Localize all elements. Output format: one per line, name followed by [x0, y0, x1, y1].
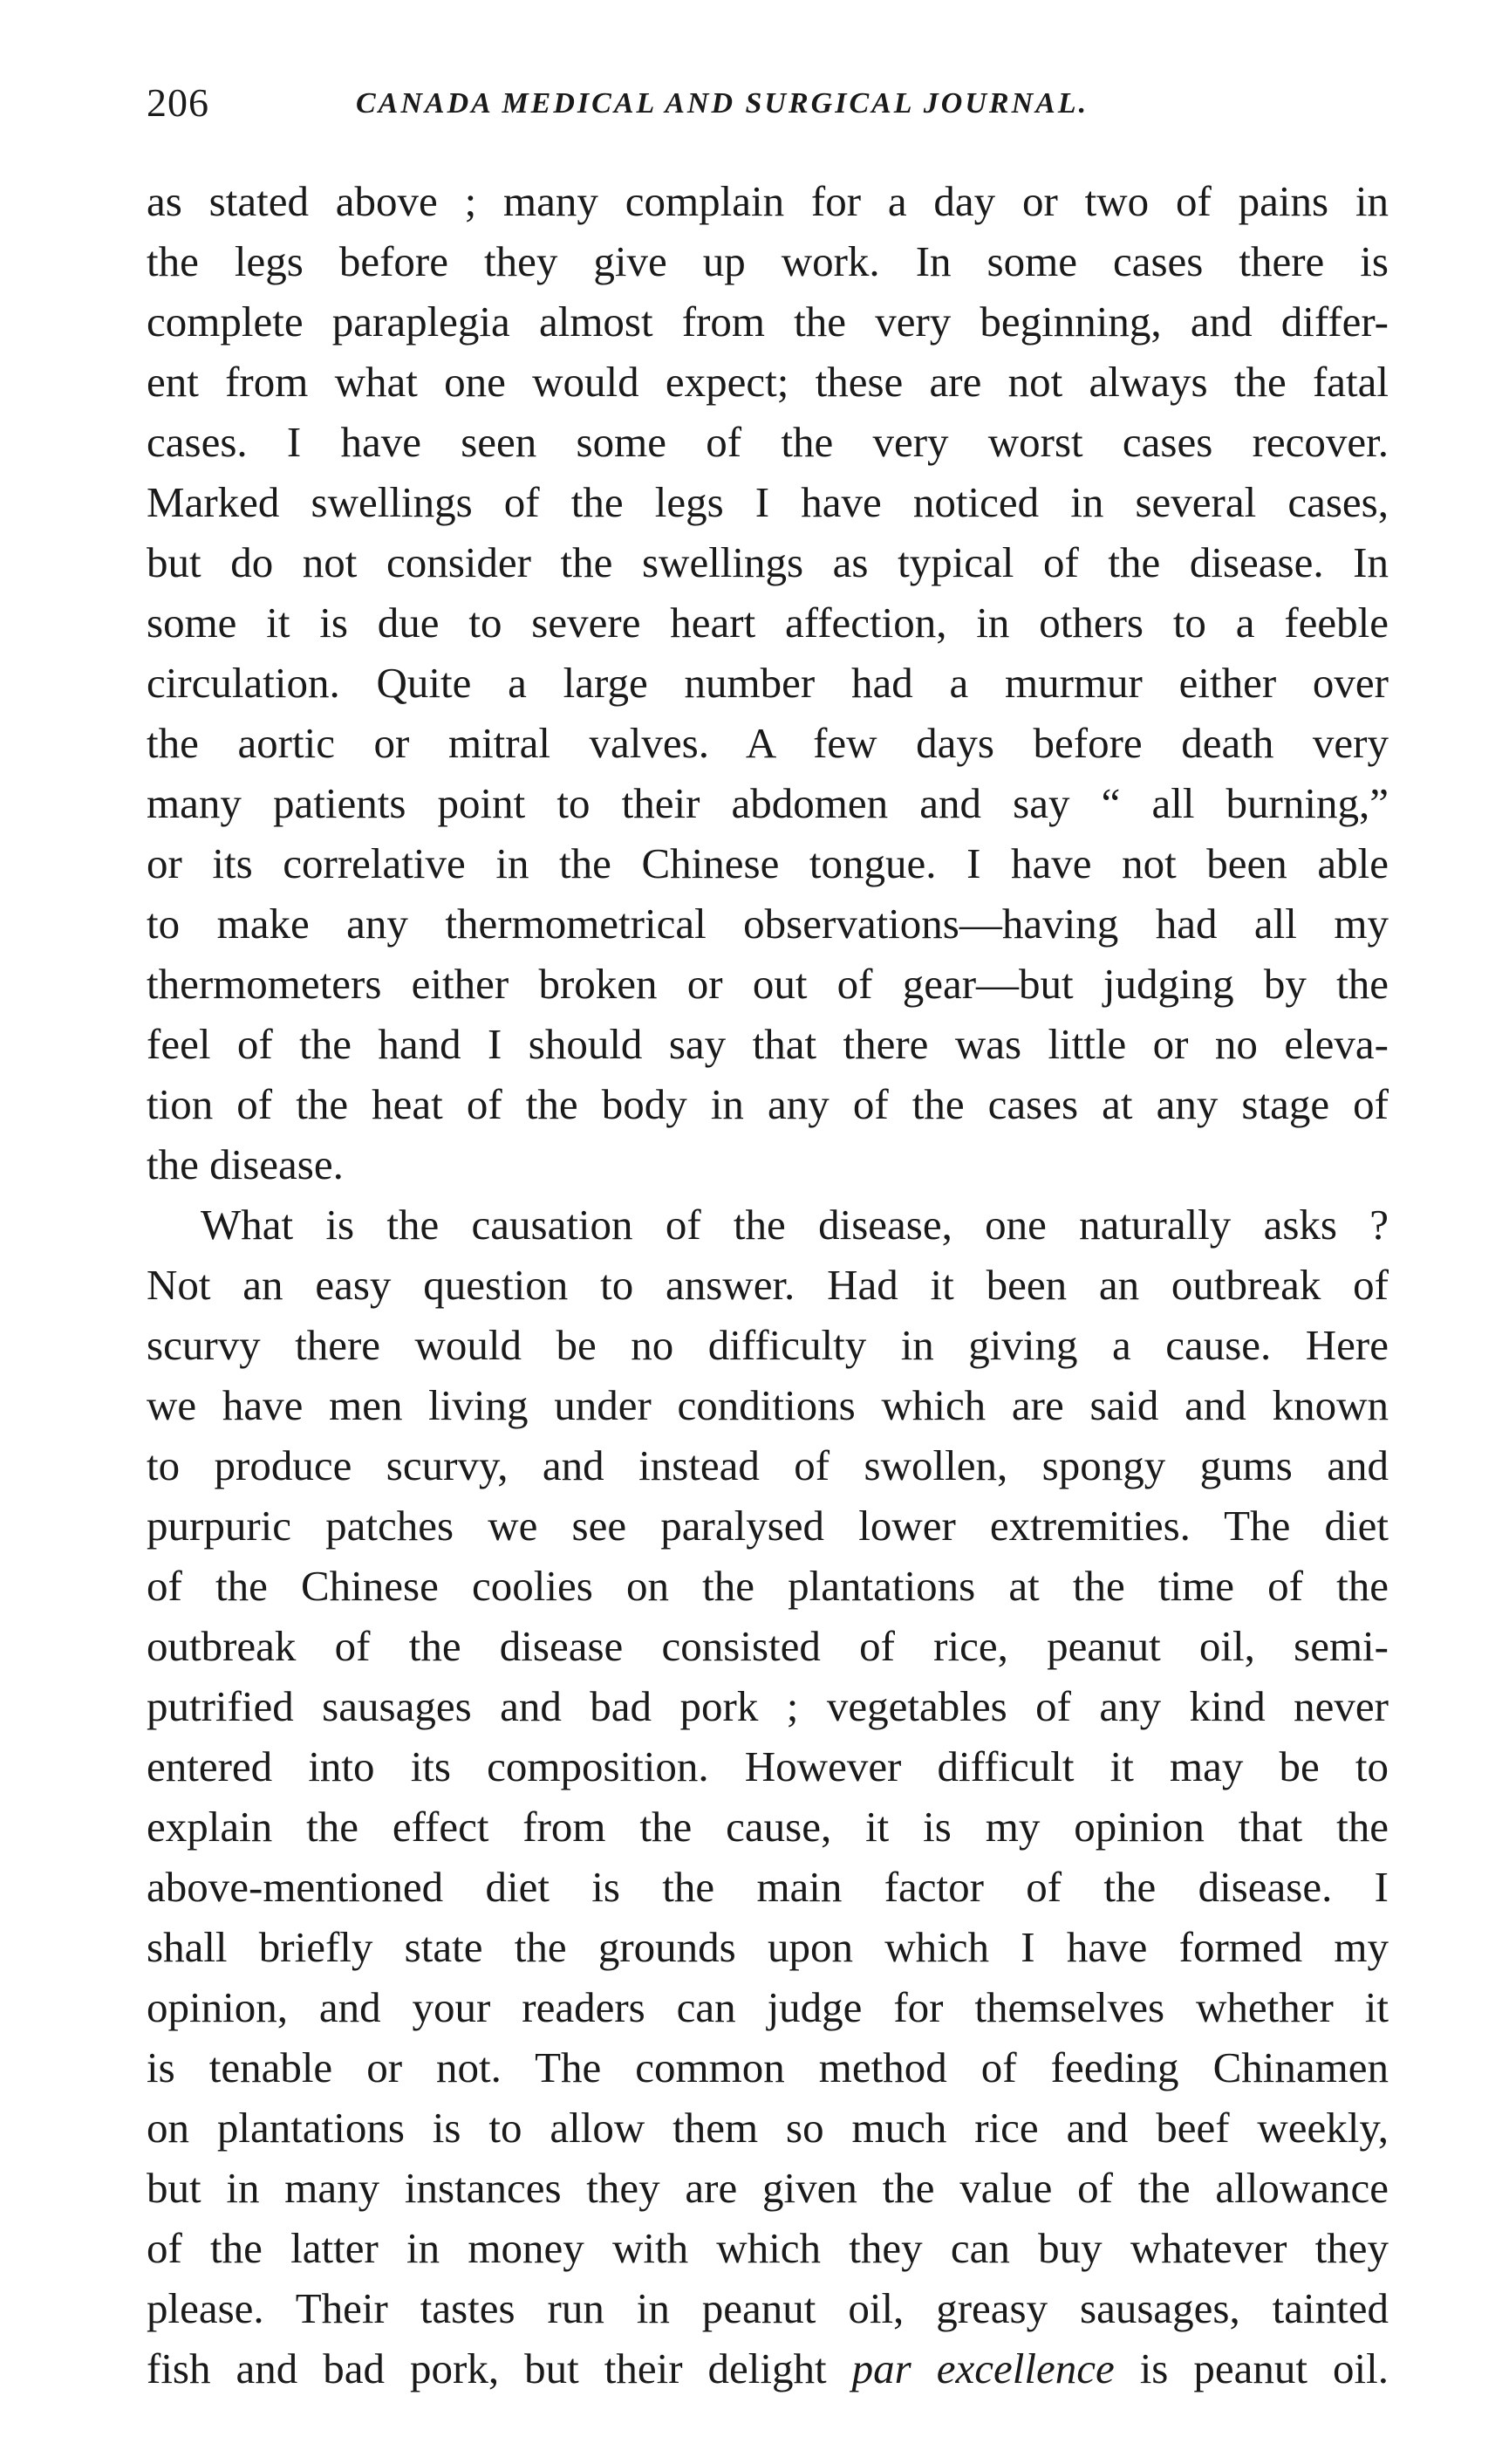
- text-line: as stated above ; many complain for a day or two of pains in: [147, 177, 1389, 225]
- text-line: the aortic or mitral valves. A few days before death very: [147, 719, 1389, 767]
- text-line: we have men living under conditions which are said and known: [147, 1381, 1389, 1429]
- text-line: but in many instances they are given the value of the allowance: [147, 2164, 1389, 2212]
- text-line: outbreak of the disease consisted of rice, peanut oil, semi-: [147, 1622, 1389, 1670]
- text-line: to produce scurvy, and instead of swollen, spongy gums and: [147, 1441, 1389, 1489]
- text-line: or its correlative in the Chinese tongue. I have not been able: [147, 839, 1389, 887]
- text-line: please. Their tastes run in peanut oil, greasy sausages, tainted: [147, 2284, 1389, 2332]
- text-line: complete paraplegia almost from the very beginning, and differ-: [147, 298, 1389, 346]
- text-line: the legs before they give up work. In some cases there is: [147, 237, 1389, 285]
- final-line-start: fish and bad pork, but their delight: [147, 2344, 852, 2392]
- text-line: feel of the hand I should say that there was little or no eleva-: [147, 1020, 1389, 1068]
- text-line: some it is due to severe heart affection, in others to a feeble: [147, 599, 1389, 647]
- text-line: Not an easy question to answer. Had it been an outbreak of: [147, 1261, 1389, 1309]
- page-number: 206: [147, 80, 209, 125]
- text-line: explain the effect from the cause, it is my opinion that the: [147, 1803, 1389, 1851]
- final-text-line: [147, 2338, 1389, 2399]
- text-line: Marked swellings of the legs I have noticed in several cases,: [147, 478, 1389, 526]
- text-line: is tenable or not. The common method of feeding Chinamen: [147, 2043, 1389, 2091]
- page-header: [147, 77, 1368, 129]
- text-line: of the Chinese coolies on the plantations at the time of the: [147, 1562, 1389, 1610]
- running-head: CANADA MEDICAL AND SURGICAL JOURNAL.: [356, 87, 1089, 120]
- text-line: putrified sausages and bad pork ; vegetables of any kind never: [147, 1682, 1389, 1730]
- text-line: of the latter in money with which they can buy whatever they: [147, 2224, 1389, 2272]
- text-line: opinion, and your readers can judge for themselves whether it: [147, 1983, 1389, 2031]
- text-line: thermometers either broken or out of gear—but judging by the: [147, 960, 1389, 1008]
- text-line: entered into its composition. However difficult it may be to: [147, 1742, 1389, 1790]
- text-line: above-mentioned diet is the main factor of the disease. I: [147, 1863, 1389, 1911]
- text-line: but do not consider the swellings as typical of the disease. In: [147, 538, 1389, 586]
- text-line: ent from what one would expect; these are not always the fatal: [147, 358, 1389, 406]
- italic-phrase: par excellence: [851, 2344, 1115, 2392]
- body-text: [147, 171, 1389, 2399]
- final-line-end: is peanut oil.: [1114, 2344, 1389, 2392]
- text-line: tion of the heat of the body in any of the cases at any stage of: [147, 1080, 1389, 1128]
- text-line: scurvy there would be no difficulty in giving a cause. Here: [147, 1321, 1389, 1369]
- text-line: circulation. Quite a large number had a murmur either over: [147, 659, 1389, 707]
- text-line: many patients point to their abdomen and say “ all burning,”: [147, 779, 1389, 827]
- text-line: on plantations is to allow them so much rice and beef weekly,: [147, 2104, 1389, 2152]
- text-line: shall briefly state the grounds upon which I have formed my: [147, 1923, 1389, 1971]
- text-line: to make any thermometrical observations—having had all my: [147, 900, 1389, 948]
- text-line: purpuric patches we see paralysed lower extremities. The diet: [147, 1502, 1389, 1550]
- text-line: cases. I have seen some of the very worst cases recover.: [147, 418, 1389, 466]
- text-line: the disease.: [147, 1140, 344, 1188]
- text-line: What is the causation of the disease, one naturally asks ?: [201, 1201, 1389, 1249]
